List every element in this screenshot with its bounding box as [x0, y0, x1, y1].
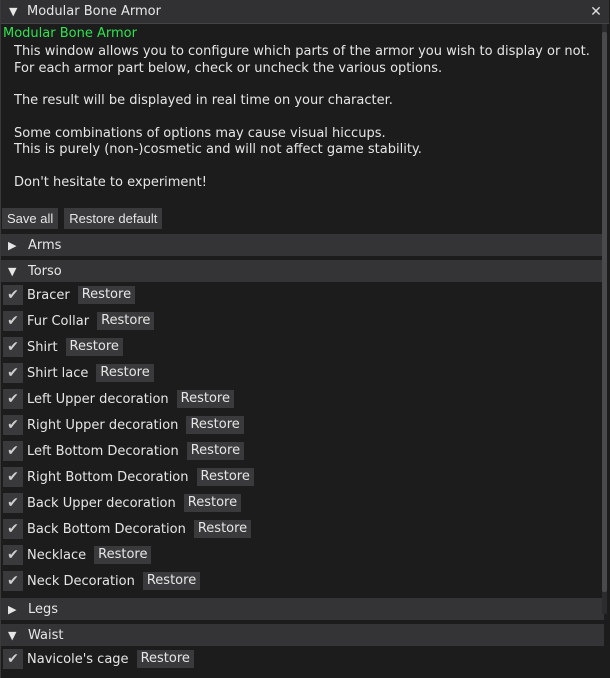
restore-button[interactable]: Restore	[187, 442, 244, 460]
section-label: Waist	[28, 627, 64, 643]
option-checkbox[interactable]	[3, 311, 23, 331]
checkmark-icon: ✔	[7, 287, 19, 303]
section-header-arms[interactable]	[1, 234, 604, 256]
restore-button[interactable]: Restore	[94, 546, 151, 564]
option-row	[1, 282, 609, 308]
option-label: Left Bottom Decoration	[27, 443, 179, 459]
checkmark-icon: ✔	[7, 313, 19, 329]
restore-button[interactable]: Restore	[197, 468, 254, 486]
checkmark-icon: ✔	[7, 547, 19, 563]
checkmark-icon: ✔	[7, 339, 19, 355]
description-line: This window allows you to configure which parts of the armor you wish to display or not.	[14, 44, 590, 59]
description	[1, 42, 609, 191]
option-label: Back Upper decoration	[27, 495, 176, 511]
sections-list	[1, 234, 609, 672]
option-label: Shirt	[27, 339, 58, 355]
option-row	[1, 386, 609, 412]
option-row	[1, 542, 609, 568]
checkmark-icon: ✔	[7, 521, 19, 537]
option-checkbox[interactable]	[3, 649, 23, 669]
restore-button[interactable]: Restore	[177, 390, 234, 408]
option-checkbox[interactable]	[3, 571, 23, 591]
option-row	[1, 516, 609, 542]
option-row	[1, 438, 609, 464]
checkmark-icon: ✔	[7, 573, 19, 589]
restore-button[interactable]: Restore	[137, 650, 194, 668]
option-row	[1, 464, 609, 490]
checkmark-icon: ✔	[7, 417, 19, 433]
restore-button[interactable]: Restore	[78, 286, 135, 304]
description-line: For each armor part below, check or uncheck the various options.	[14, 60, 443, 76]
checkmark-icon: ✔	[7, 365, 19, 381]
save-all-button[interactable]: Save all	[2, 208, 58, 229]
option-checkbox[interactable]	[3, 415, 23, 435]
restore-button[interactable]: Restore	[97, 312, 154, 330]
option-row	[1, 334, 609, 360]
restore-button[interactable]: Restore	[96, 364, 153, 382]
window-title: Modular Bone Armor	[27, 4, 161, 19]
scrollbar[interactable]	[602, 24, 607, 614]
option-checkbox[interactable]	[3, 467, 23, 487]
collapse-window-icon[interactable]: ▼	[9, 5, 18, 18]
option-row	[1, 568, 609, 594]
option-checkbox[interactable]	[3, 545, 23, 565]
checkmark-icon: ✔	[7, 651, 19, 667]
option-label: Necklace	[27, 547, 87, 563]
description-line	[14, 159, 609, 175]
checkmark-icon: ✔	[7, 469, 19, 485]
section-header-torso[interactable]	[1, 260, 604, 282]
section-header-legs[interactable]	[1, 598, 604, 620]
option-row	[1, 360, 609, 386]
scrollbar-thumb[interactable]	[602, 32, 607, 592]
expanded-arrow-icon: ▼	[8, 628, 17, 642]
close-icon[interactable]: ✕	[590, 3, 602, 20]
section-header-waist[interactable]	[1, 624, 604, 646]
collapsed-arrow-icon: ▶	[8, 238, 17, 252]
description-line: This is purely (non-)cosmetic and will not affect game stability.	[14, 142, 422, 157]
window-subtitle: Modular Bone Armor	[3, 26, 137, 41]
option-label: Fur Collar	[27, 313, 90, 329]
restore-default-button[interactable]: Restore default	[64, 208, 162, 229]
option-row	[1, 490, 609, 516]
option-label: Right Bottom Decoration	[27, 469, 189, 485]
option-label: Right Upper decoration	[27, 417, 179, 433]
description-line: Some combinations of options may cause visual hiccups.	[14, 125, 386, 141]
option-checkbox[interactable]	[3, 493, 23, 513]
expanded-arrow-icon: ▼	[8, 264, 17, 278]
restore-button[interactable]: Restore	[194, 520, 251, 538]
option-row	[1, 308, 609, 334]
option-label: Left Upper decoration	[27, 391, 169, 407]
option-label: Back Bottom Decoration	[27, 521, 186, 537]
option-checkbox[interactable]	[3, 363, 23, 383]
section-label: Legs	[28, 601, 59, 617]
restore-button[interactable]: Restore	[143, 572, 200, 590]
title-bar[interactable]	[1, 0, 609, 24]
checkmark-icon: ✔	[7, 443, 19, 459]
option-checkbox[interactable]	[3, 441, 23, 461]
section-label: Arms	[28, 237, 62, 253]
restore-button[interactable]: Restore	[66, 338, 123, 356]
action-bar	[1, 208, 609, 230]
description-line	[14, 110, 609, 126]
option-checkbox[interactable]	[3, 285, 23, 305]
option-checkbox[interactable]	[3, 389, 23, 409]
option-row	[1, 646, 609, 672]
description-line	[14, 77, 609, 93]
checkmark-icon: ✔	[7, 391, 19, 407]
restore-button[interactable]: Restore	[184, 494, 241, 512]
description-line: The result will be displayed in real time on your character.	[14, 93, 393, 108]
option-row	[1, 412, 609, 438]
collapsed-arrow-icon: ▶	[8, 602, 17, 616]
option-checkbox[interactable]	[3, 519, 23, 539]
checkmark-icon: ✔	[7, 495, 19, 511]
option-checkbox[interactable]	[3, 337, 23, 357]
section-label: Torso	[28, 263, 62, 279]
option-label: Shirt lace	[27, 365, 89, 381]
option-label: Neck Decoration	[27, 573, 135, 589]
option-label: Navicole's cage	[27, 651, 129, 667]
description-line: Don't hesitate to experiment!	[14, 174, 207, 190]
restore-button[interactable]: Restore	[186, 416, 243, 434]
option-label: Bracer	[27, 287, 70, 303]
